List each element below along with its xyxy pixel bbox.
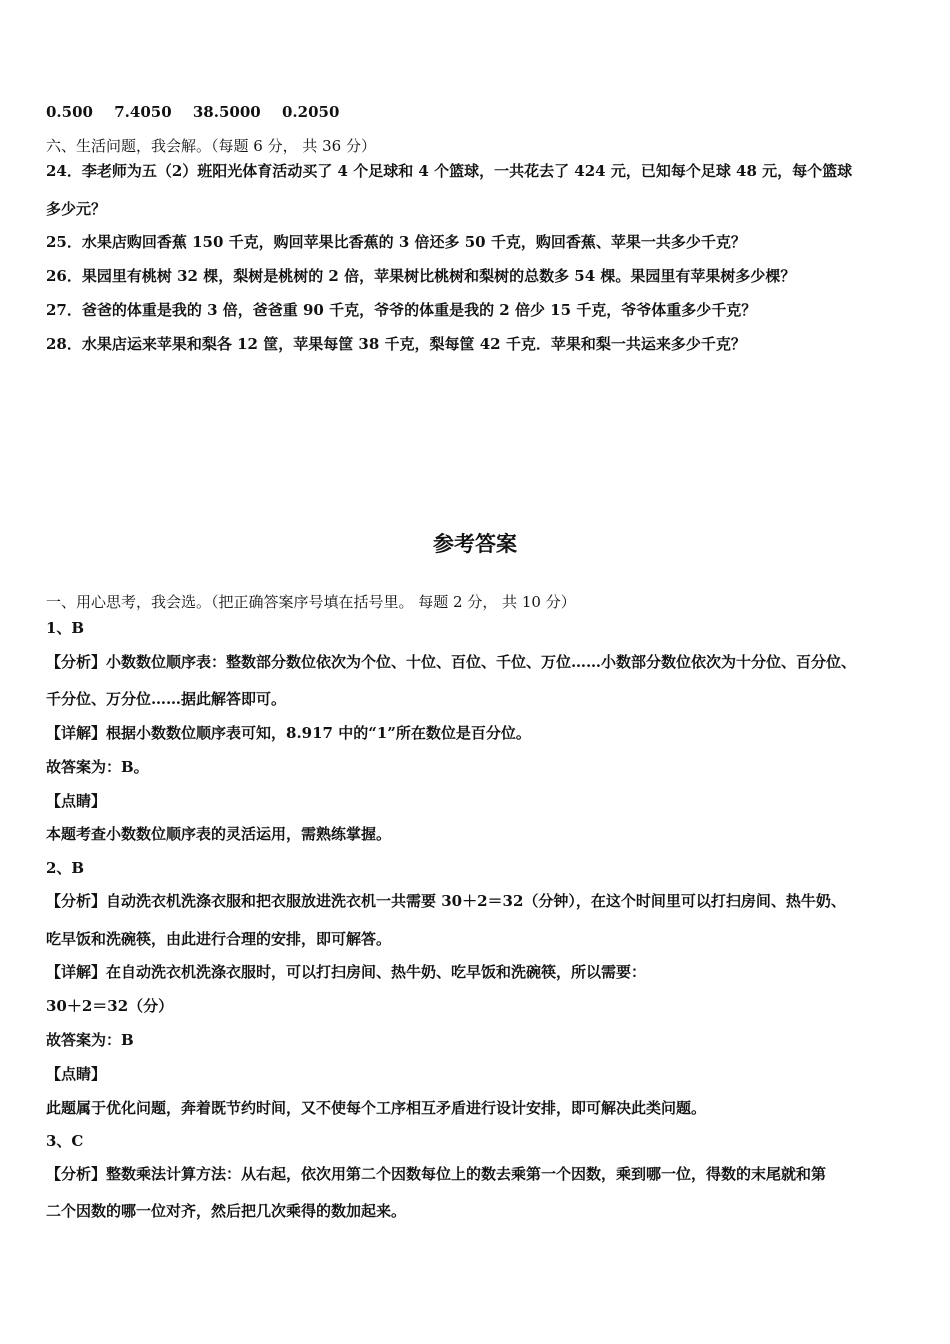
answers-title: 参考答案 <box>433 532 517 556</box>
answer-2-label: 2、B <box>46 859 85 877</box>
answer-2-detail: 【详解】在自动洗衣机洗涤衣服时，可以打扫房间、热牛奶、吃早饭和洗碗筷，所以需要： <box>46 963 647 981</box>
answer-1-result: 故答案为：B。 <box>46 758 149 776</box>
number-1: 0.500 <box>46 103 93 121</box>
answer-1-comment: 本题考查小数数位顺序表的灵活运用，需熟练掌握。 <box>46 825 392 843</box>
answers-section1-heading: 一、用心思考，我会选。（把正确答案序号填在括号里。 每题 2 分， 共 10 分） <box>46 593 576 611</box>
question-25: 25．水果店购回香蕉 150 千克，购回苹果比香蕉的 3 倍还多 50 千克，购回香蕉、苹果一共多少千克？ <box>46 233 746 251</box>
section6-heading: 六、生活问题，我会解。（每题 6 分， 共 36 分） <box>46 137 376 155</box>
answer-3-analysis-line2: 二个因数的哪一位对齐，然后把几次乘得的数加起来。 <box>46 1202 407 1220</box>
number-2: 7.4050 <box>114 103 172 121</box>
number-4: 0.2050 <box>281 103 340 121</box>
answer-2-comment: 此题属于优化问题，奔着既节约时间，又不使每个工序相互矛盾进行设计安排，即可解决此类问题。 <box>46 1099 707 1117</box>
answer-2-analysis-line1: 【分析】自动洗衣机洗涤衣服和把衣服放进洗衣机一共需要 30＋2＝32（分钟），在这个时间里可以打扫房间、热牛奶、 <box>46 892 846 910</box>
question-28: 28．水果店运来苹果和梨各 12 筐，苹果每筐 38 千克，梨每筐 42 千克．苹果和梨一共运来多少千克？ <box>46 335 746 353</box>
question-27: 27．爸爸的体重是我的 3 倍，爸爸重 90 千克，爷爷的体重是我的 2 倍少 15 千克，爷爷体重多少千克？ <box>46 301 757 319</box>
number-3: 38.5000 <box>192 103 261 121</box>
answer-2-result: 故答案为：B <box>46 1031 134 1049</box>
answer-1-comment-label: 【点睛】 <box>46 792 107 810</box>
top-numbers-row <box>46 101 910 123</box>
question-26: 26．果园里有桃树 32 棵，梨树是桃树的 2 倍，苹果树比桃树和梨树的总数多 54 棵。果园里有苹果树多少棵？ <box>46 267 796 285</box>
answer-1-label: 1、B <box>46 619 85 637</box>
answer-1-analysis-line1: 【分析】小数数位顺序表：整数部分数位依次为个位、十位、百位、千位、万位……小数部分数位依次为十分位、百分位、 <box>46 653 857 671</box>
question-24-line1: 24．李老师为五（2）班阳光体育活动买了 4 个足球和 4 个篮球，一共花去了 424 元，已知每个足球 48 元，每个篮球 <box>46 162 853 180</box>
answer-1-detail: 【详解】根据小数数位顺序表可知，8.917 中的“1”所在数位是百分位。 <box>46 724 531 742</box>
answer-2-calc: 30＋2＝32（分） <box>46 997 174 1015</box>
question-24-line2: 多少元？ <box>46 200 107 218</box>
answer-1-analysis-line2: 千分位、万分位……据此解答即可。 <box>46 690 287 708</box>
answer-3-analysis-line1: 【分析】整数乘法计算方法：从右起，依次用第二个因数每位上的数去乘第一个因数，乘到哪一位，得数的末尾就和第 <box>46 1165 827 1183</box>
answer-2-analysis-line2: 吃早饭和洗碗筷，由此进行合理的安排，即可解答。 <box>46 930 392 948</box>
answer-2-comment-label: 【点睛】 <box>46 1065 107 1083</box>
answer-3-label: 3、C <box>46 1132 84 1150</box>
